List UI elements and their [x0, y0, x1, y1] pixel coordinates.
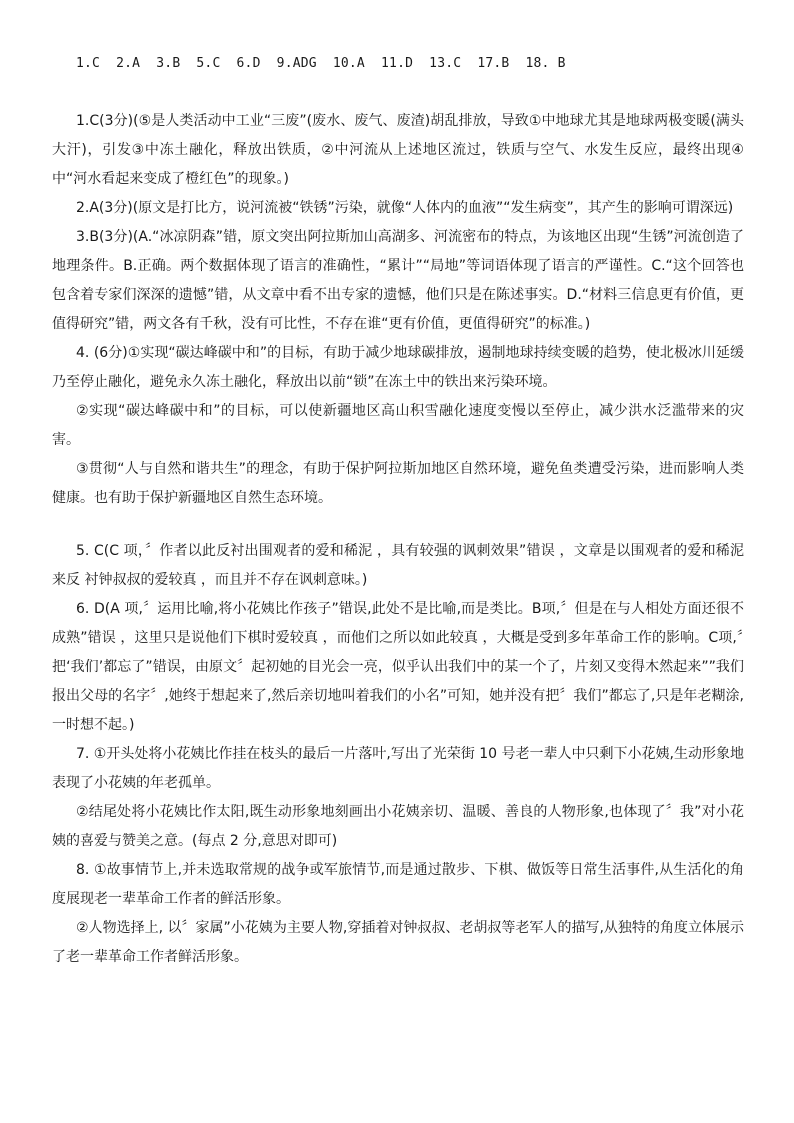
- answer-key-line: 1.C 2.A 3.B 5.C 6.D 9.ADG 10.A 11.D 13.C 17.B 18. B: [76, 56, 566, 71]
- answer-paragraph-q4-point2: ②实现“碳达峰碳中和”的目标，可以使新疆地区高山积雪融化速度变慢以至停止，减少洪水泛滥带来的灾害。: [52, 403, 744, 448]
- answer-paragraph-q8-point2: ②人物选择上, 以〞家属”小花姨为主要人物,穿插着对钟叔叔、老胡叔等老军人的描写,从独特的角度立体展示了老一辈革命工作者鲜活形象。: [52, 920, 744, 965]
- answer-paragraph-q1: 1.C(3分)(⑤是人类活动中工业“三废”(废水、废气、废渣)胡乱排放，导致①中地球尤其是地球两极变暖(满头大汗)，引发③中冻土融化，释放出铁质，②中河流从上述地区流过，铁质与空气、水发生反应，最终出现④中“河水看起来变成了橙红色”的现象。): [52, 113, 744, 187]
- answer-paragraph-q8: 8. ①故事情节上,并未选取常规的战争或军旅情节,而是通过散步、下棋、做饭等日常生活事件,从生活化的角度展现老一辈革命工作者的鲜活形象。: [52, 862, 744, 907]
- answer-paragraph-q3: 3.B(3分)(A.“冰凉阴森”错，原文突出阿拉斯加山高湖多、河流密布的特点，为该地区出现“生锈”河流创造了地理条件。B.正确。两个数据体现了语言的准确性，“累计”“局地”等词语体现了语言的严谨性。C.“这个回答也包含着专家们深深的遗憾”错，从文章中看不出专家的遗憾，他们只是在陈述事实。D.“材料三信息更有价值，更值得研究”错，两文各有千秋，没有可比性，不存在谁“更有价值，更值得研究”的标准。): [52, 229, 744, 332]
- answer-paragraph-q4-point3: ③贯彻“人与自然和谐共生”的理念，有助于保护阿拉斯加地区自然环境，避免鱼类遭受污染，进而影响人类健康。也有助于保护新疆地区自然生态环境。: [52, 461, 744, 506]
- answer-paragraph-q4: 4. (6分)①实现“碳达峰碳中和”的目标，有助于减少地球碳排放，遏制地球持续变暖的趋势，使北极冰川延缓乃至停止融化，避免永久冻土融化，释放出以前“锁”在冻土中的铁出来污染环境。: [52, 345, 744, 390]
- section-gap: [76, 513, 744, 537]
- answer-paragraph-q6: 6. D(A 项,〞运用比喻,将小花姨比作孩子”错误,此处不是比喻,而是类比。B项,〞但是在与人相处方面还很不成熟”错误 ，这里只是说他们下棋时爱较真 ，而他们之所以如此较真 ，大概是受到多年革命工作的影响。C项,〞把‘我们’都忘了”错误，由原文〞起初她的目光会一亮，似乎认出我们中的某一个了，片刻又变得木然起来””我们报出父母的名字〞,她终于想起来了,然后亲切地叫着我们的小名”可知，她并没有把〞我们”都忘了,只是年老糊涂,一时想不起。): [52, 601, 744, 733]
- answer-paragraph-q2: 2.A(3分)(原文是打比方，说河流被“铁锈”污染，就像“人体内的血液”“发生病变”，其产生的影响可谓深远): [76, 200, 734, 216]
- answer-paragraph-q7: 7. ①开头处将小花姨比作挂在枝头的最后一片落叶,写出了光荣街 10 号老一辈人中只剩下小花姨,生动形象地表现了小花姨的年老孤单。: [52, 746, 744, 791]
- answer-paragraph-q5: 5. C(C 项，〞作者以此反衬出围观者的爱和稀泥 ，具有较强的讽刺效果”错误 ，文章是以围观者的爱和稀泥来反 衬钟叔叔的爱较真 ，而且并不存在讽刺意味。): [52, 543, 744, 588]
- answer-paragraph-q7-point2: ②结尾处将小花姨比作太阳,既生动形象地刻画出小花姨亲切、温暖、善良的人物形象,也体现了〞我”对小花姨的喜爱与赞美之意。(每点 2 分,意思对即可): [52, 804, 744, 849]
